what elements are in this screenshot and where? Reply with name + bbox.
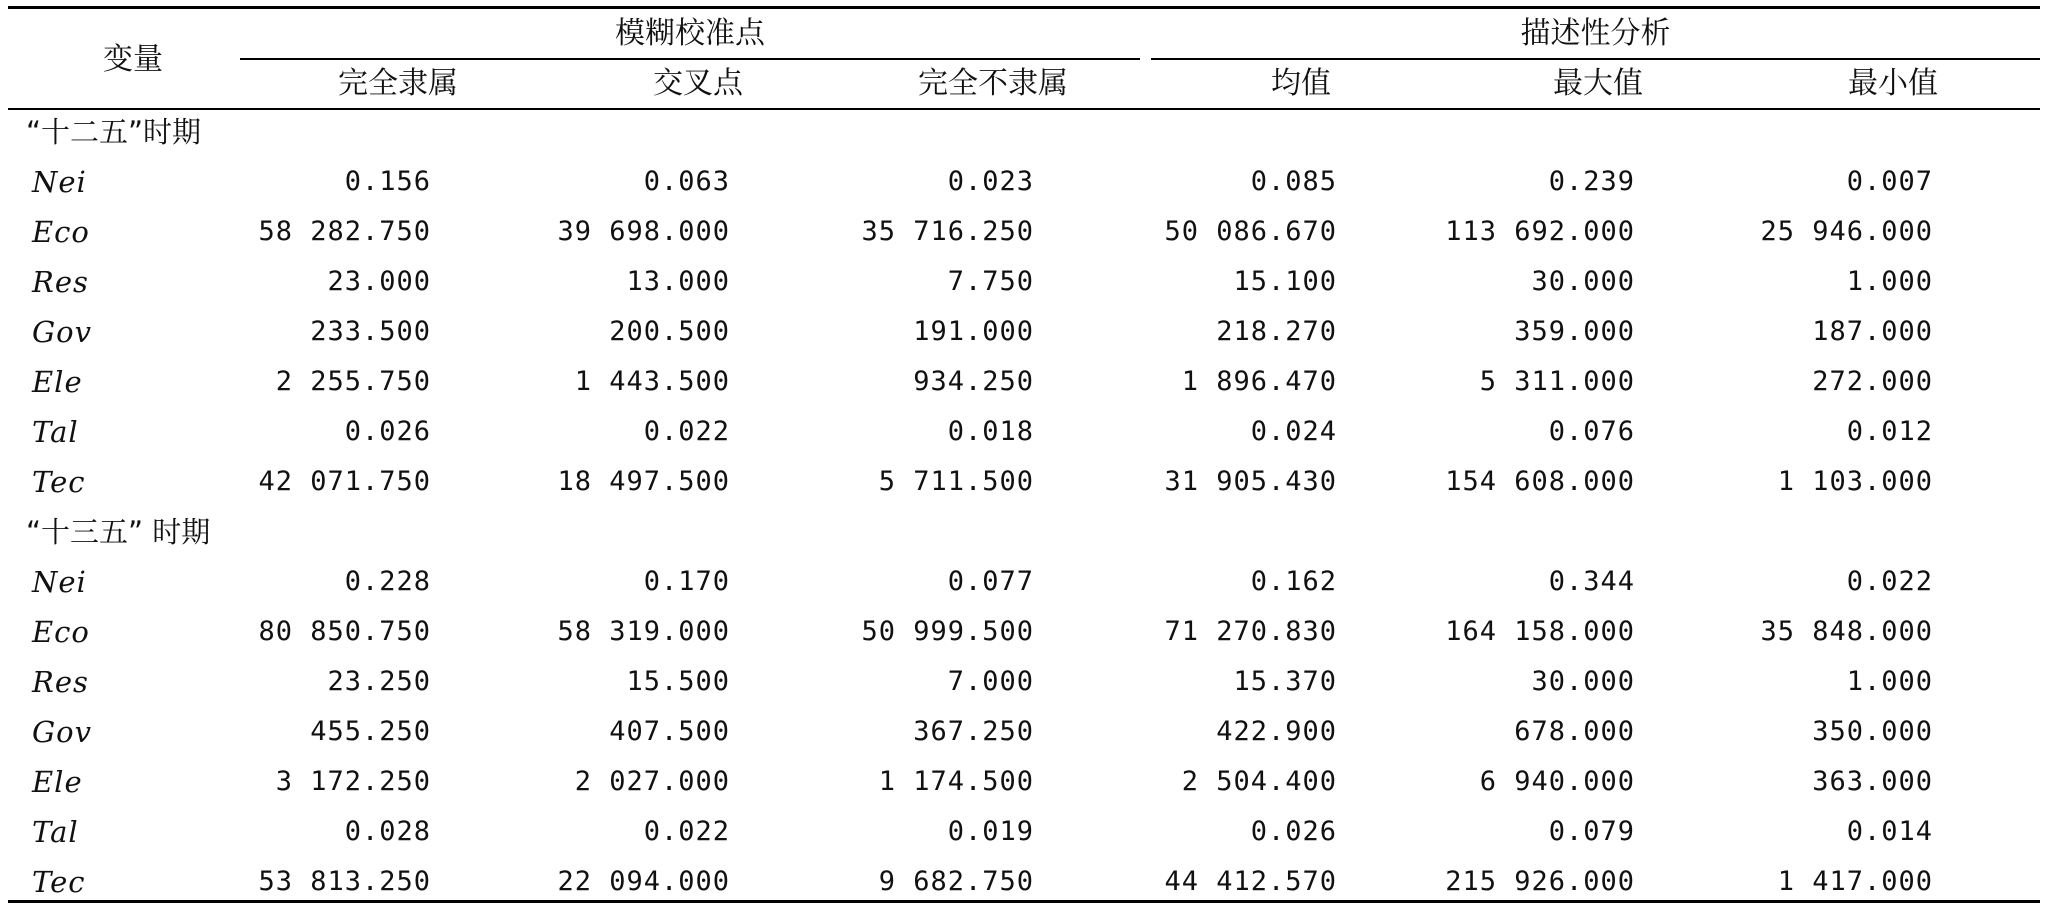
table-cell: 164 158.000 [1445, 616, 1635, 647]
table-cell: 0.077 [947, 566, 1034, 597]
table-cell: 2 504.400 [1181, 766, 1337, 797]
table-cell: 18 497.500 [557, 466, 730, 497]
table-cell: 9 682.750 [878, 866, 1034, 897]
table-cell: 1.000 [1846, 266, 1933, 297]
variable-name: Eco [32, 215, 90, 249]
table-cell: 422.900 [1216, 716, 1337, 747]
table-cell: 191.000 [913, 316, 1034, 347]
table-cell: 1 417.000 [1777, 866, 1933, 897]
table-cell: 350.000 [1812, 716, 1933, 747]
table-cell: 0.162 [1250, 566, 1337, 597]
table-cell: 23.000 [327, 266, 431, 297]
table-cell: 0.026 [344, 416, 431, 447]
header-group-descriptive: 描述性分析 [1520, 16, 1671, 51]
table-cell: 215 926.000 [1445, 866, 1635, 897]
table-cell: 39 698.000 [557, 216, 730, 247]
table-bottom-rule [8, 900, 2040, 903]
table-cell: 0.344 [1548, 566, 1635, 597]
table-cell: 42 071.750 [258, 466, 431, 497]
table-cell: 363.000 [1812, 766, 1933, 797]
table-cell: 1 174.500 [878, 766, 1034, 797]
variable-name: Gov [32, 315, 93, 349]
table-cell: 0.026 [1250, 816, 1337, 847]
table-cell: 359.000 [1514, 316, 1635, 347]
table-cell: 1 443.500 [574, 366, 730, 397]
table-cell: 30.000 [1531, 266, 1635, 297]
table-cell: 0.170 [643, 566, 730, 597]
table-cell: 50 086.670 [1164, 216, 1337, 247]
table-cell: 0.079 [1548, 816, 1635, 847]
table-cell: 0.024 [1250, 416, 1337, 447]
table-cell: 187.000 [1812, 316, 1933, 347]
table-cell: 0.063 [643, 166, 730, 197]
table-cell: 5 311.000 [1479, 366, 1635, 397]
table-cell: 13.000 [626, 266, 730, 297]
group1-underline [240, 58, 1140, 60]
table-cell: 50 999.500 [861, 616, 1034, 647]
table-cell: 0.022 [643, 816, 730, 847]
variable-name: Res [32, 265, 89, 299]
table-cell: 5 711.500 [878, 466, 1034, 497]
section-label: “十三五” 时期 [26, 515, 211, 549]
table-cell: 15.500 [626, 666, 730, 697]
table-cell: 15.370 [1233, 666, 1337, 697]
header-group-calibration: 模糊校准点 [615, 16, 765, 51]
header-crossover: 交叉点 [653, 66, 743, 101]
table-cell: 0.085 [1250, 166, 1337, 197]
table-cell: 80 850.750 [258, 616, 431, 647]
table-cell: 407.500 [609, 716, 730, 747]
variable-name: Res [32, 665, 89, 699]
table-cell: 0.014 [1846, 816, 1933, 847]
table-cell: 934.250 [913, 366, 1034, 397]
table-cell: 23.250 [327, 666, 431, 697]
section-label: “十二五”时期 [26, 115, 202, 149]
variable-name: Tal [32, 415, 79, 449]
table-cell: 200.500 [609, 316, 730, 347]
header-variable: 变量 [103, 42, 163, 77]
table-cell: 367.250 [913, 716, 1034, 747]
table-cell: 7.750 [947, 266, 1034, 297]
table-cell: 0.239 [1548, 166, 1635, 197]
table-cell: 0.022 [643, 416, 730, 447]
table-cell: 0.228 [344, 566, 431, 597]
table-cell: 58 282.750 [258, 216, 431, 247]
header-bottom-rule [8, 108, 2040, 110]
table-cell: 233.500 [310, 316, 431, 347]
variable-name: Gov [32, 715, 93, 749]
header-mean: 均值 [1271, 66, 1331, 101]
table-cell: 7.000 [947, 666, 1034, 697]
table-cell: 22 094.000 [557, 866, 730, 897]
table-top-rule [8, 6, 2040, 9]
variable-name: Nei [32, 565, 87, 599]
header-max: 最大值 [1553, 66, 1643, 101]
table-cell: 0.156 [344, 166, 431, 197]
table-cell: 31 905.430 [1164, 466, 1337, 497]
table-cell: 35 848.000 [1760, 616, 1933, 647]
table-cell: 3 172.250 [275, 766, 431, 797]
table-cell: 25 946.000 [1760, 216, 1933, 247]
table-cell: 0.012 [1846, 416, 1933, 447]
table-cell: 35 716.250 [861, 216, 1034, 247]
header-min: 最小值 [1848, 66, 1938, 101]
header-full-membership: 完全隶属 [338, 66, 458, 101]
table-cell: 678.000 [1514, 716, 1635, 747]
table-cell: 0.019 [947, 816, 1034, 847]
table-cell: 2 255.750 [275, 366, 431, 397]
variable-name: Nei [32, 165, 87, 199]
variable-name: Tec [32, 465, 86, 499]
group2-underline [1151, 58, 2040, 60]
table-cell: 1 896.470 [1181, 366, 1337, 397]
table-cell: 0.022 [1846, 566, 1933, 597]
header-full-non-membership: 完全不隶属 [918, 66, 1068, 101]
table-cell: 154 608.000 [1445, 466, 1635, 497]
table-cell: 272.000 [1812, 366, 1933, 397]
table-cell: 58 319.000 [557, 616, 730, 647]
table-cell: 455.250 [310, 716, 431, 747]
table-cell: 6 940.000 [1479, 766, 1635, 797]
table-cell: 44 412.570 [1164, 866, 1337, 897]
variable-name: Tec [32, 865, 86, 899]
table-cell: 71 270.830 [1164, 616, 1337, 647]
table-cell: 113 692.000 [1445, 216, 1635, 247]
table-cell: 1 103.000 [1777, 466, 1933, 497]
variable-name: Eco [32, 615, 90, 649]
table-cell: 15.100 [1233, 266, 1337, 297]
table-cell: 2 027.000 [574, 766, 730, 797]
table-cell: 218.270 [1216, 316, 1337, 347]
table-cell: 0.028 [344, 816, 431, 847]
table-cell: 53 813.250 [258, 866, 431, 897]
table-cell: 30.000 [1531, 666, 1635, 697]
table-cell: 1.000 [1846, 666, 1933, 697]
variable-name: Tal [32, 815, 79, 849]
variable-name: Ele [32, 765, 83, 799]
table-cell: 0.007 [1846, 166, 1933, 197]
table-cell: 0.023 [947, 166, 1034, 197]
table-cell: 0.018 [947, 416, 1034, 447]
table-cell: 0.076 [1548, 416, 1635, 447]
variable-name: Ele [32, 365, 83, 399]
